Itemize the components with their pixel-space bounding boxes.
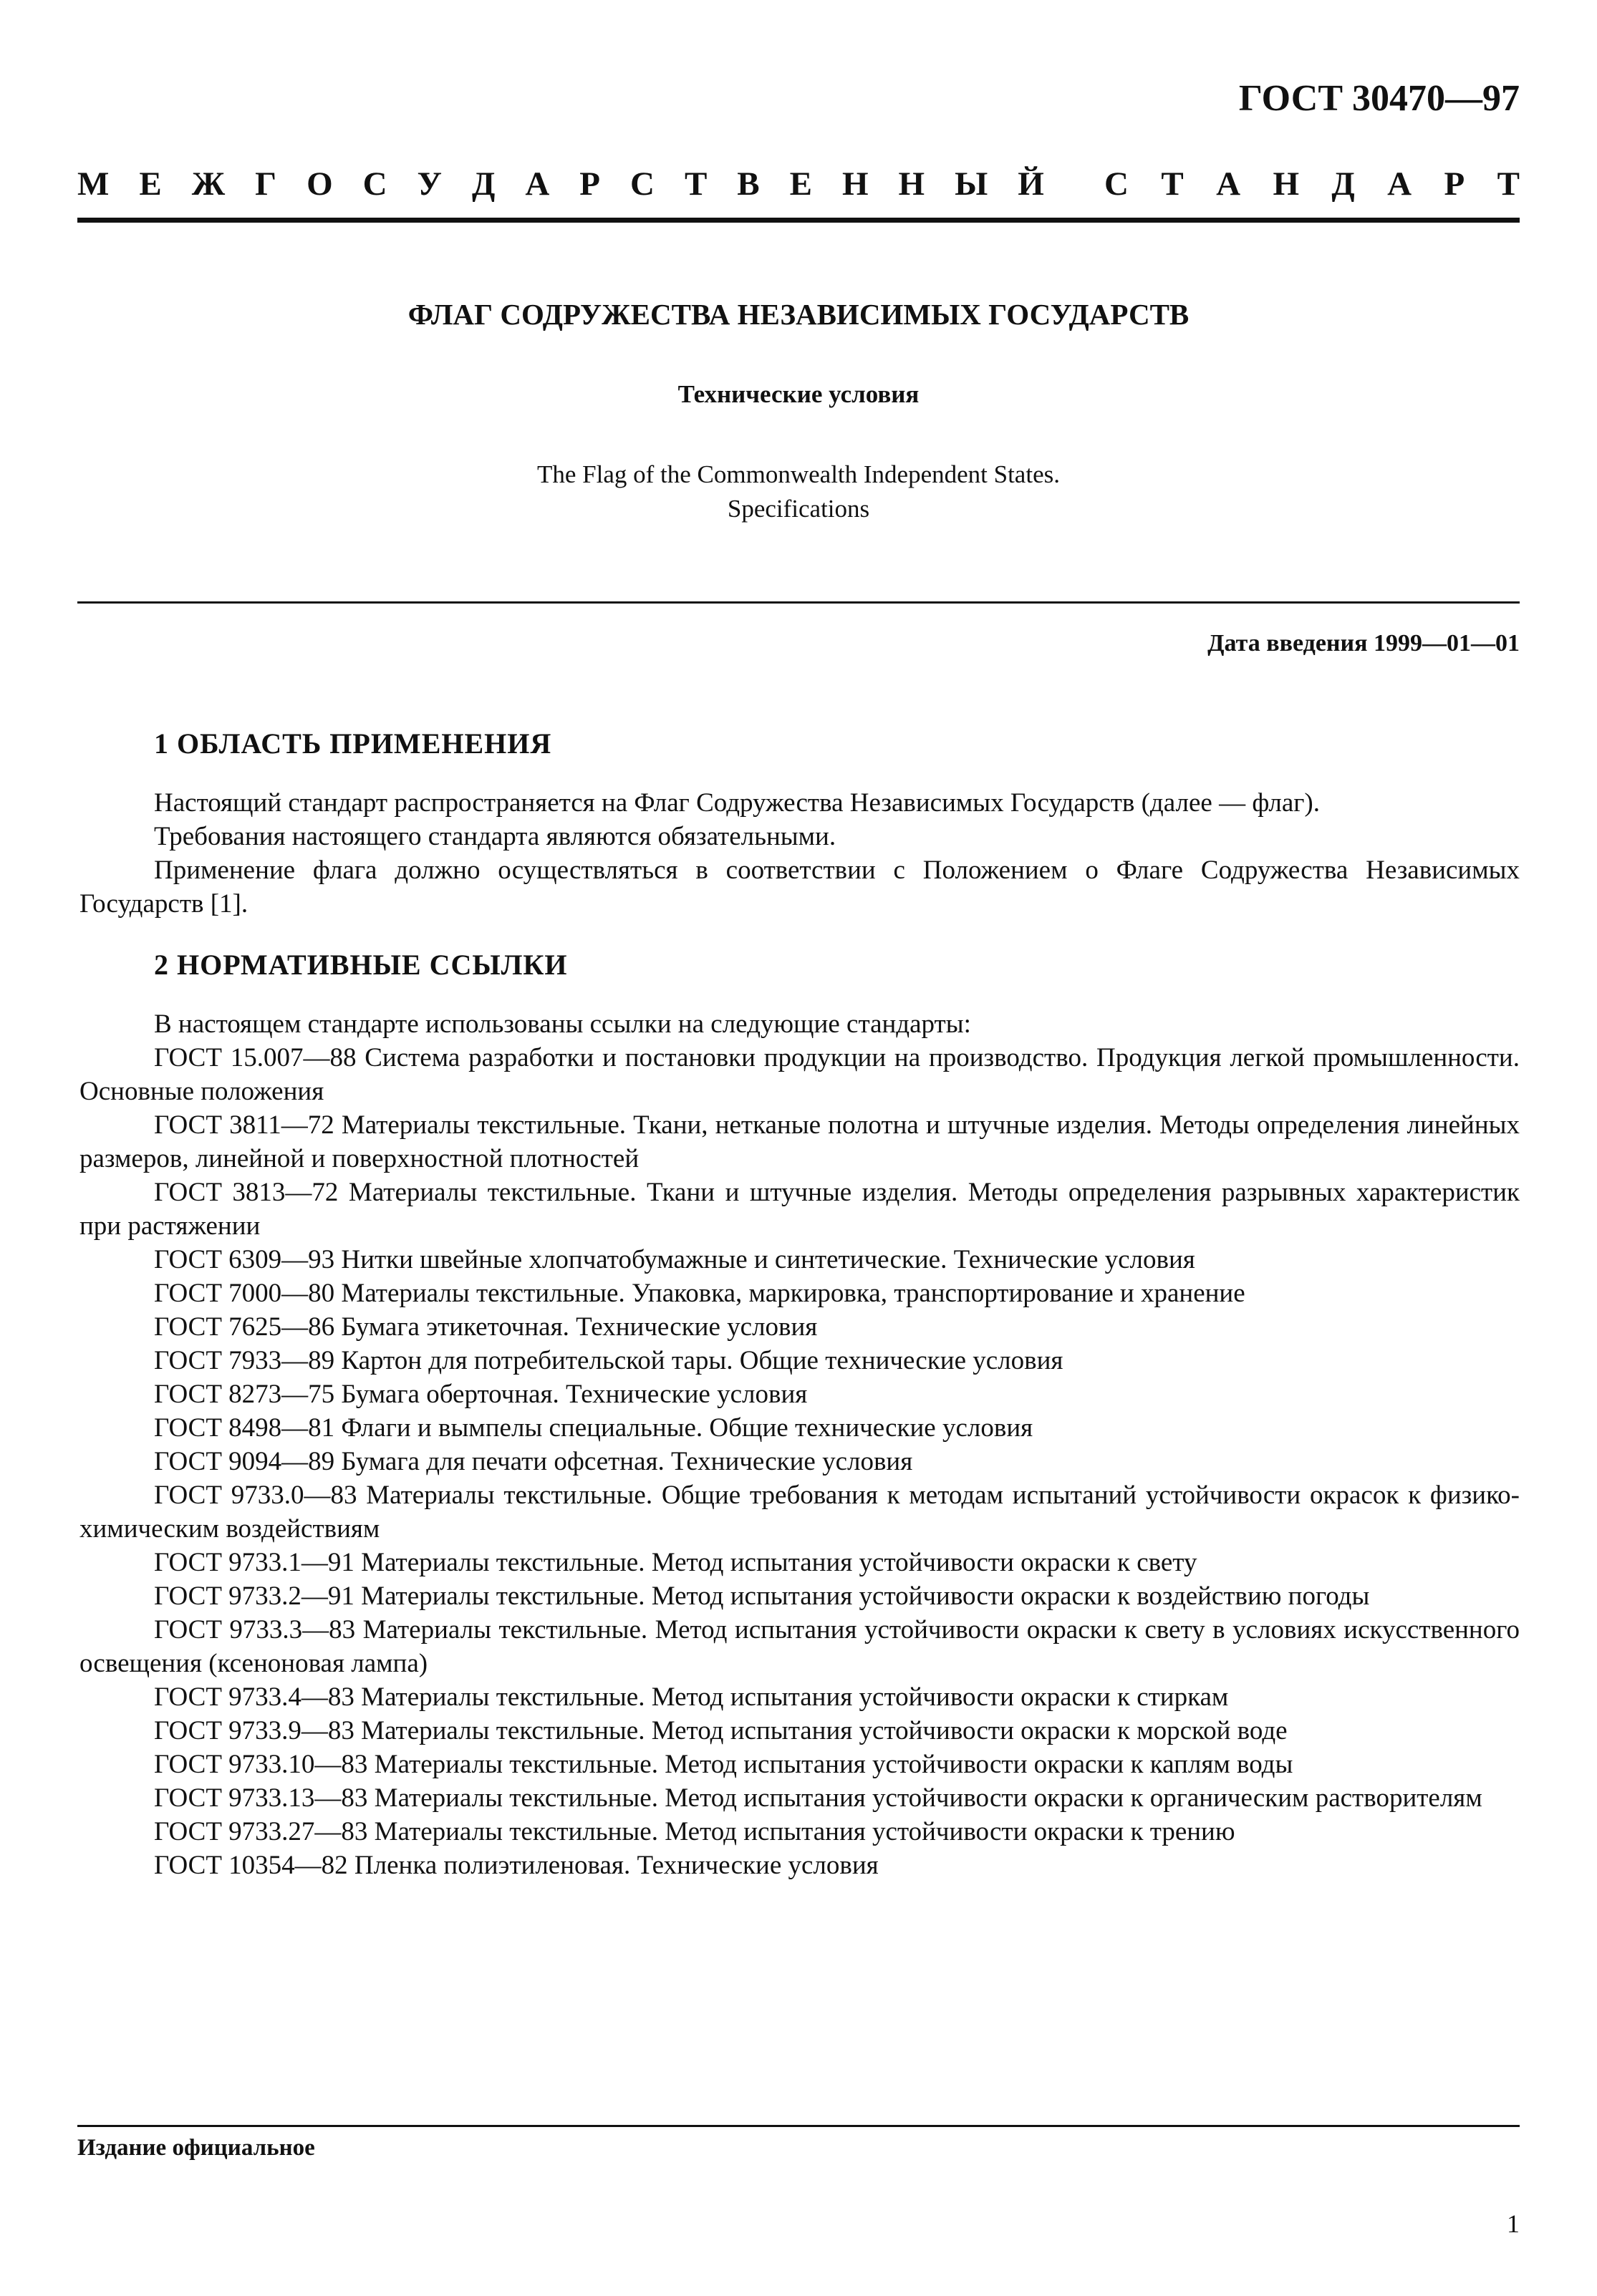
banner-letter: Т	[684, 165, 708, 203]
page-number: 1	[1507, 2209, 1520, 2238]
reference-item: ГОСТ 9733.0—83 Материалы текстильные. Общие требования к методам испытаний устойчивости окрасок к физико-химическим воздействиям	[79, 1481, 1520, 1544]
banner-word-standard	[1104, 165, 1520, 203]
banner-letter: М	[77, 165, 110, 203]
banner-letter: Ы	[955, 165, 988, 203]
banner-letter: Т	[1497, 165, 1520, 203]
references-intro: В настоящем стандарте использованы ссылки на следующие стандарты:	[154, 1009, 971, 1039]
section-heading: 1 ОБЛАСТЬ ПРИМЕНЕНИЯ	[154, 727, 552, 760]
banner-letter: Н	[1273, 165, 1299, 203]
reference-item: ГОСТ 9733.2—91 Материалы текстильные. Метод испытания устойчивости окраски к воздействию погоды	[154, 1581, 1370, 1611]
section-scope	[79, 727, 1520, 921]
reference-item: ГОСТ 7933—89 Картон для потребительской тары. Общие технические условия	[154, 1346, 1063, 1375]
reference-item: ГОСТ 9733.27—83 Материалы текстильные. Метод испытания устойчивости окраски к трению	[154, 1817, 1235, 1846]
paragraph: Настоящий стандарт распространяется на Флаг Содружества Независимых Государств (далее — флаг).	[154, 788, 1320, 818]
footer-divider	[77, 2125, 1520, 2127]
introduction-date: Дата введения 1999—01—01	[1207, 630, 1520, 657]
reference-item: ГОСТ 9733.10—83 Материалы текстильные. Метод испытания устойчивости окраски к каплям воды	[154, 1750, 1293, 1779]
reference-item: ГОСТ 9733.3—83 Материалы текстильные. Метод испытания устойчивости окраски к свету в условиях искусственного освещения (ксеноновая лампа)	[79, 1615, 1520, 1678]
reference-item: ГОСТ 3811—72 Материалы текстильные. Ткани, нетканые полотна и штучные изделия. Методы определения линейных размеров, линейной и поверхностной плотностей	[79, 1110, 1520, 1173]
reference-item: ГОСТ 9094—89 Бумага для печати офсетная. Технические условия	[154, 1447, 913, 1476]
document-body	[79, 727, 1520, 1882]
banner-letter: Е	[789, 165, 812, 203]
banner-letter: С	[1104, 165, 1129, 203]
header-divider	[77, 218, 1520, 223]
banner-letter: У	[417, 165, 443, 203]
banner-letter: Д	[1331, 165, 1355, 203]
banner-letter: Р	[1444, 165, 1465, 203]
paragraph: Требования настоящего стандарта являются обязательными.	[154, 822, 836, 851]
banner-letter: В	[737, 165, 760, 203]
section-normative-references	[79, 948, 1520, 1882]
banner-word-interstate	[77, 165, 1044, 203]
banner-letter: Г	[255, 165, 277, 203]
banner-letter: Й	[1018, 165, 1044, 203]
reference-item: ГОСТ 8273—75 Бумага оберточная. Технические условия	[154, 1380, 808, 1409]
document-subtitle: Технические условия	[677, 380, 920, 408]
banner-letter: Н	[898, 165, 925, 203]
document-code: ГОСТ 30470—97	[1238, 78, 1520, 119]
english-title	[77, 457, 1520, 526]
paragraph: Применение флага должно осуществляться в соответствии с Положением о Флаге Содружества Независимых Государств [1].	[79, 856, 1520, 919]
banner-letter: Ж	[191, 165, 226, 203]
banner-letter: Н	[841, 165, 869, 203]
banner-letter: А	[1216, 165, 1241, 203]
reference-item: ГОСТ 10354—82 Пленка полиэтиленовая. Технические условия	[154, 1851, 879, 1880]
reference-item: ГОСТ 8498—81 Флаги и вымпелы специальные. Общие технические условия	[154, 1413, 1033, 1443]
banner-letter: О	[307, 165, 333, 203]
english-title-line: Specifications	[727, 495, 870, 523]
reference-item: ГОСТ 15.007—88 Система разработки и постановки продукции на производство. Продукция легкой промышленности. Основные положения	[79, 1043, 1520, 1106]
reference-item: ГОСТ 9733.13—83 Материалы текстильные. Метод испытания устойчивости окраски к органическим растворителям	[154, 1783, 1482, 1813]
banner-letter: Д	[472, 165, 496, 203]
english-title-line: The Flag of the Commonwealth Independent States.	[537, 460, 1060, 488]
reference-item: ГОСТ 6309—93 Нитки швейные хлопчатобумажные и синтетические. Технические условия	[154, 1245, 1195, 1274]
banner-letter: Р	[579, 165, 601, 203]
title-block	[77, 297, 1520, 526]
section-heading: 2 НОРМАТИВНЫЕ ССЫЛКИ	[154, 949, 568, 981]
banner-letter: С	[630, 165, 655, 203]
reference-item: ГОСТ 9733.9—83 Материалы текстильные. Метод испытания устойчивости окраски к морской воде	[154, 1716, 1288, 1745]
reference-item: ГОСТ 7000—80 Материалы текстильные. Упаковка, маркировка, транспортирование и хранение	[154, 1279, 1245, 1308]
document-title: ФЛАГ СОДРУЖЕСТВА НЕЗАВИСИМЫХ ГОСУДАРСТВ	[407, 298, 1190, 331]
reference-item: ГОСТ 3813—72 Материалы текстильные. Ткани и штучные изделия. Методы определения разрывных характеристик при растяжении	[79, 1178, 1520, 1241]
official-edition-label: Издание официальное	[77, 2135, 315, 2161]
banner-letter: Е	[139, 165, 162, 203]
reference-item: ГОСТ 9733.4—83 Материалы текстильные. Метод испытания устойчивости окраски к стиркам	[154, 1682, 1229, 1712]
banner-letter: С	[362, 165, 387, 203]
standard-type-banner	[77, 165, 1520, 203]
reference-item: ГОСТ 7625—86 Бумага этикеточная. Технические условия	[154, 1312, 818, 1342]
reference-list	[79, 1041, 1520, 1882]
banner-letter: Т	[1161, 165, 1184, 203]
banner-letter: А	[525, 165, 550, 203]
reference-item: ГОСТ 9733.1—91 Материалы текстильные. Метод испытания устойчивости окраски к свету	[154, 1548, 1197, 1577]
banner-letter: А	[1387, 165, 1412, 203]
title-divider	[77, 601, 1520, 604]
